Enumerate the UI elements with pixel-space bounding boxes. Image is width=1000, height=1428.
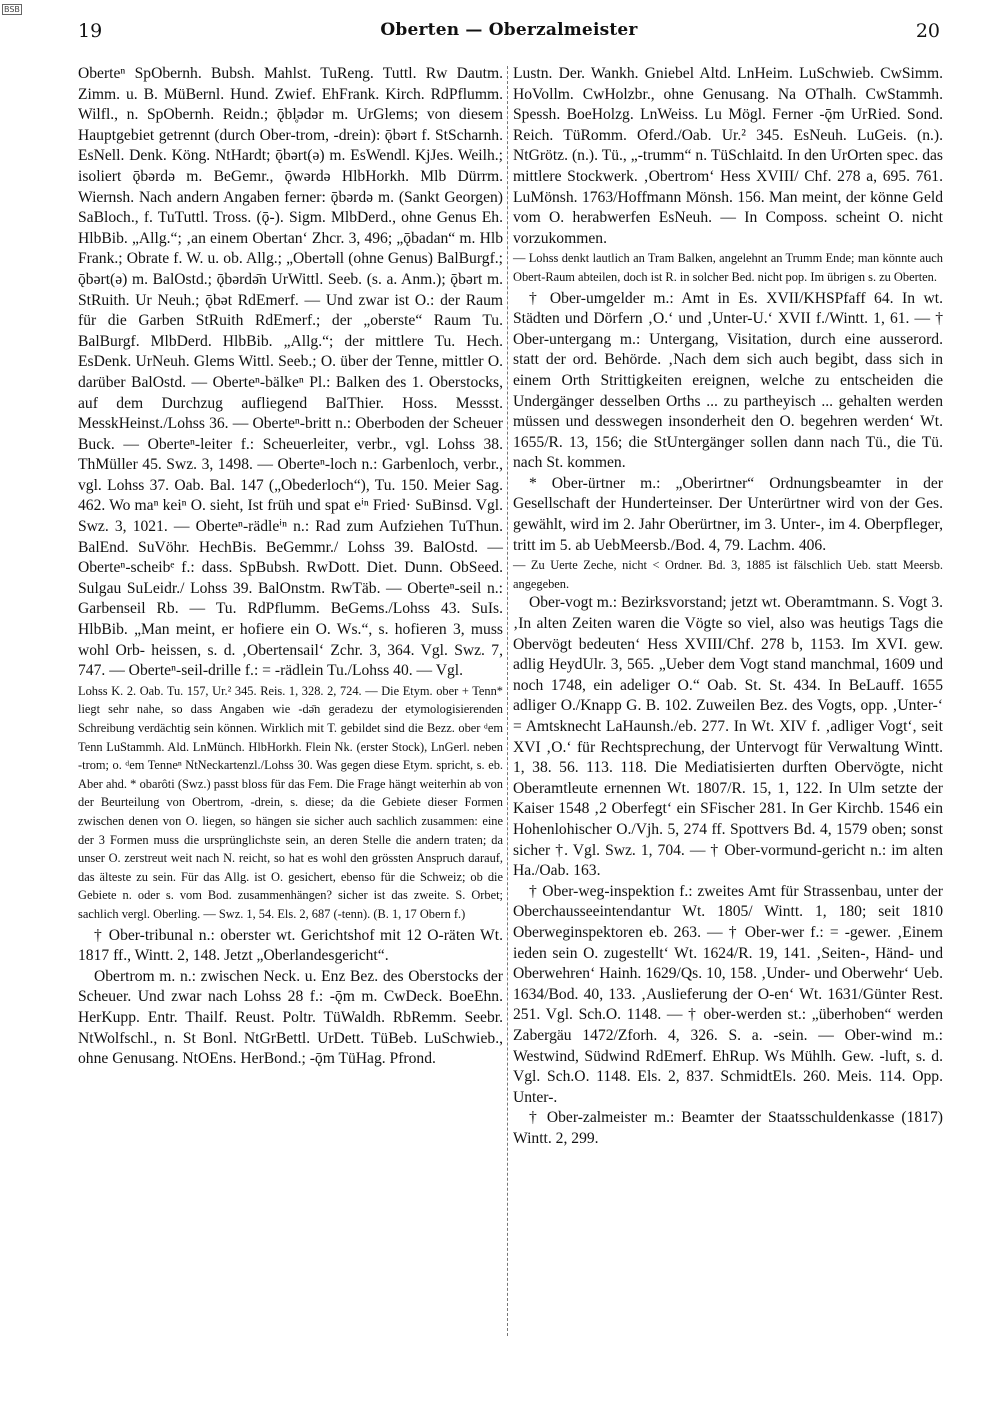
right-column [513, 64, 943, 1149]
left-column [78, 64, 503, 1070]
running-title: Oberten — Oberzalmeister [380, 20, 638, 40]
entry-paragraph: Obertrom m. n.: zwischen Neck. u. Enz Bez. des Oberstocks der Scheuer. Und zwar nach Lohss 28 f.: -ǭm m. CwDeck. BoeEhn. HerKupp. Entr. Thailf. Reust. Poltr. TüWaldh. RbRemm. Seebr. NtWolfschl., n. St Bonl. NtGrBettl. UrDett. TüBeb. LuSchwieb., ohne Genusang. NtOEns. HerBond.; -ǭm TüHag. Pfrond. [78, 967, 503, 1068]
note-paragraph: — Lohss denkt lautlich an Tram Balken, angelehnt an Trumm Ende; man könnte auch Obert-Raum abteilen, doch ist R. in solcher Bed. nicht pop. Im übrigen s. zu Oberten. [513, 251, 943, 284]
note-paragraph: — Zu Uerte Zeche, nicht < Ordner. Bd. 3, 1885 ist fälschlich Ueb. statt Meersb. angegeben. [513, 558, 943, 591]
page-number-right: 20 [915, 20, 940, 42]
entry-paragraph: Ober-vogt m.: Bezirksvorstand; jetzt wt. Oberamtmann. S. Vogt 3. ‚In alten Zeiten waren die Vögte so viel, also was heutigs Tags die Obervögt bedeuten‘ Hess XVIII/Chf. 278 b, 1153. Im XVI. gew. adlig HeydUlr. 3, 565. „Ueber dem Vogt stand manchmal, 1609 und noch 1748, ein adeliger O.“ Oab. St. St. 434. In BeLauff. 1655 adliger O./Knapp G. B. 102. Zuweilen Bez. des Vogts, opp. ‚Unter-‘ = Amtsknecht LaHaunsh./eb. 277. In Wt. XIV f. ‚adliger Vogt‘, seit XVI ‚O.‘ für Rechtsprechung, der Untervogt für Verwaltung Wintt. 1, 38. 56. 113. 118. Die Mediatisierten durften Obervögte, nicht Oberamtleute ernennen Wt. 1807/R. 15, 1, 122. In Ulm setzte der Kaiser 1548 ‚2 Oberfegt‘ ein SFischer 281. In Ger Kirchb. 1546 ein Hohenlohischer O./Vjh. 5, 274 ff. Spottvers Bd. 4, 1579 oben; sonst sicher †. Vgl. Swz. 1, 704. — † Ober-vormund-gericht n.: im alten Ha./Oab. 163. [513, 594, 943, 880]
page-header [78, 14, 940, 50]
column-divider [507, 66, 508, 1336]
entry-paragraph: † Ober-weg-inspektion f.: zweites Amt für Strassenbau, unter der Oberchausseeintendantur Wt. 1805/ Wintt. 1, 180; seit 1810 Oberweginspektoren eb. 263. — † Ober-wer f.: = -gewer. ‚Einem ieden sein O. zugestellt‘ Wt. 1624/R. 19, 141. ‚Seiten-, Händ- und Oberwehren‘ Hainh. 1629/Qs. 10, 158. ‚Under- und Oberwehr‘ Ueb. 1634/Bod. 40, 133. ‚Auslieferung der O-en‘ Wt. 1631/Günter Rest. 251. Vgl. Sch.O. 1148. — † ober-werden st.: „überhoben“ werden Zabergäu 1472/Zforh. 4, 326. S. a. -sein. — Ober-wind m.: Westwind, Südwind RdEmerf. EhRup. Ws Mühlh. Gew. -luft, s. d. Vgl. Sch.O. 1148. Els. 2, 837. SchmidtEls. 260. Meis. 114. Opp. Unter-. [513, 882, 943, 1106]
note-paragraph: Lohss K. 2. Oab. Tu. 157, Ur.² 345. Reis. 1, 328. 2, 724. — Die Etym. ober + Tenn* liegt sehr nahe, so dass Angaben wie -də̄n geradezu der etymologisierenden Schreibung verdächtig sein können. Wirklich mit T. gebildet sind die Bezz. ober ᵈem Tenn LuStammh. Ald. LnMünch. HlbHorkh. Flein Nk. (erster Stock), LnGerl. neben -trom; o. ᵈem Tenneⁿ NtNeckartenzl./Lohss 30. Was gegen diese Etym. spricht, s. eb. Aber ahd. * obarôti (Swz.) passt bloss für das Fem. Die Frage hängt weiterhin ab von der Beurteilung von Obertrom, -drein, s. diese; da die Gebiete dieser Formen zwischen denen von O. liegen, so hängen sie sicher auch sachlich zusammen: eine der 3 Formen muss die ursprünglichste sein, an deren Stelle die andern traten; da unser O. zerstreut weit nach N. reicht, so hat es wohl den grössten Anspruch darauf, das älteste zu sein. Für das Allg. ist O. gesichert, ebenso für die Schweiz; ob die Gebiete n. oder s. vom Bod. zusammenhängen? sicher ist das zweite. S. Orbet; sachlich vergl. Oberling. — Swz. 1, 54. Els. 2, 687 (-tenn). (B. 1, 17 Obern f.) [78, 683, 503, 921]
entry-paragraph: † Ober-tribunal n.: oberster wt. Gerichtshof mit 12 O-räten Wt. 1817 ff., Wintt. 2, 148. Jetzt „Oberlandesgericht“. [78, 926, 503, 965]
page-number-left: 19 [78, 20, 103, 42]
library-stamp: BSB [4, 5, 20, 14]
entry-paragraph: Lustn. Der. Wankh. Gniebel Altd. LnHeim. LuSchwieb. CwSimm. HoVollm. CwHolzbr., ohne Genusang. Na OThalh. CwStammh. Spessh. BoeHolzg. LnWeiss. Lu Mögl. Ferner -ǭm UrRied. Sond. Reich. TüRomm. Oferd./Oab. Ur.² 345. EsNeuh. LuGeis. (n.). NtGrötz. (n.). Tü., „-trumm“ n. TüSchlaitd. In den UrOrten spec. das mittlere Stockwerk. ‚Obertrom‘ Hess XVIII/ Chf. 278 a, 695. 761. LuMönsh. 1763/Hoffmann Mönsh. 156. Man meint, der könne Geld vom O. herabwerfen EsNeuh. — In Composs. scheint O. nicht vorzukommen. [513, 65, 943, 247]
entry-paragraph: * Ober-ürtner m.: „Oberirtner“ Ordnungsbeamter in der Gesellschaft der Hunderteinser. Der Unterürtner wird von der Ges. gewählt, wird im 2. Jahr Oberürtner, im 3. Unter-, im 4. Oberpfleger, tritt im 5. ab UebMeersb./Bod. 4, 79. Lachm. 406. [513, 474, 943, 554]
entry-paragraph: † Ober-umgelder m.: Amt in Es. XVII/KHSPfaff 64. In wt. Städten und Dörfern ‚O.‘ und ‚Unter-U.‘ XVII f./Wintt. 1, 61. — † Ober-untergang m.: Untergang, Visitation, durch eine ausserord. statt der ord. Behörde. ‚Nach dem sich auch begibt, dass sich in einem Orth Strittigkeiten ereignen, welche zu entscheiden die Undergänger desselben Orths ... zu partheyisch ... gehalten werden müssen und desswegen insonderheit den O. begehren werden‘ Wt. 1655/R. 13, 156; die StUntergänger sollen dann nach Tü., die Tü. nach St. kommen. [513, 289, 943, 472]
entry-paragraph: Oberteⁿ SpObernh. Bubsh. Mahlst. TuReng. Tuttl. Rw Dautm. Zimm. u. B. MüBernl. Hund. Zwief. EhFrank. Kirch. RdPflumm. Wilfl., n. SpObernh. Reidn.; ǭbl̥ədər m. UrGlems; von diesem Hauptgebiet getrennt (durch Ober-trom, -drein): ǭbərt f. StScharnh. EsNell. Denk. Köng. NtHardt; ǭbərt(ə) m. EsWendl. KjJes. Weilh.; isoliert ǭbərdə m. BeGemr., ǭwərdə HlbHorkh. Mlb Dürrm. Wiernsh. Nach andern Angaben ferner: ǭbərdə m. (Sankt Georgen) SaBloch., f. TuTuttl. Tross. (ǭ-). Sigm. MlbDerd., ohne Genus Eh. HlbBib. „Allg.“; ‚an einem Obertan‘ Zhcr. 3, 496; „ǭbadan“ m. Hlb Frank.; Obrate f. W. u. ob. Allg.; „Obertəll (ohne Genus) BalBurgf.; ǭbərt(ə) m. BalOstd.; ǭbərdə̄n UrWittl. Seeb. (s. a. Anm.); ǭbərt m. StRuith. Ur Neuh.; ǭbət RdEmerf. — Und zwar ist O.: der Raum für die Garben StRuith RdEmerf.; der „oberste“ Raum Tu. BalBurgf. MlbDerd. HlbBib. „Allg.“; der mittlere Tu. Hech. EsDenk. UrNeuh. Glems Wittl. Seeb.; O. über der Tenne, mittler O. darüber BalOstd. — Oberteⁿ-bälkeⁿ Pl.: Balken des 1. Oberstocks, auf dem Durchzug aufliegend BalThier. Hoss. Messst. MesskHeinst./Lohss 36. — Oberteⁿ-britt n.: Oberboden der Scheuer Buck. — Oberteⁿ-leiter f.: Scheuerleiter, verbr., vgl. Lohss 38. ThMüller 45. Swz. 3, 1498. — Oberteⁿ-loch n.: Garbenloch, verbr., vgl. Lohss 37. Oab. Bal. 147 („Obederloch“), Tu. 150. Meier Sag. 462. Wo maⁿ keiⁿ O. sieht, Ist früh und spat eⁱⁿ Fried· SuBinsd. Vgl. Swz. 3, 1021. — Oberteⁿ-rädleⁱⁿ n.: Rad zum Aufziehen TuThun. BalEnd. SuVöhr. HechBis. BeGemmr./ Lohss 39. BalOstd. — Oberteⁿ-scheibᵉ f.: dass. SpBubsh. RwDott. Diet. Dunn. ObSeed. Sulgau SuLeidr./ Lohss 39. BalOnstm. RwTäb. — Oberteⁿ-seil n.: Garbenseil Rb. — Tu. RdPflumm. BeGems./Lohss 43. SuIs. HlbBib. „Man meint, er hofiere ein O. Ws.“, s. hofieren 3, muss wohl Orb- heissen, s. d. ‚Obertensail‘ Zchr. 3, 364. Vgl. Swz. 7, 747. — Oberteⁿ-seil-drille f.: = -rädlein Tu./Lohss 40. — Vgl. [78, 65, 503, 680]
entry-paragraph: † Ober-zalmeister m.: Beamter der Staatsschuldenkasse (1817) Wintt. 2, 299. [513, 1109, 943, 1147]
